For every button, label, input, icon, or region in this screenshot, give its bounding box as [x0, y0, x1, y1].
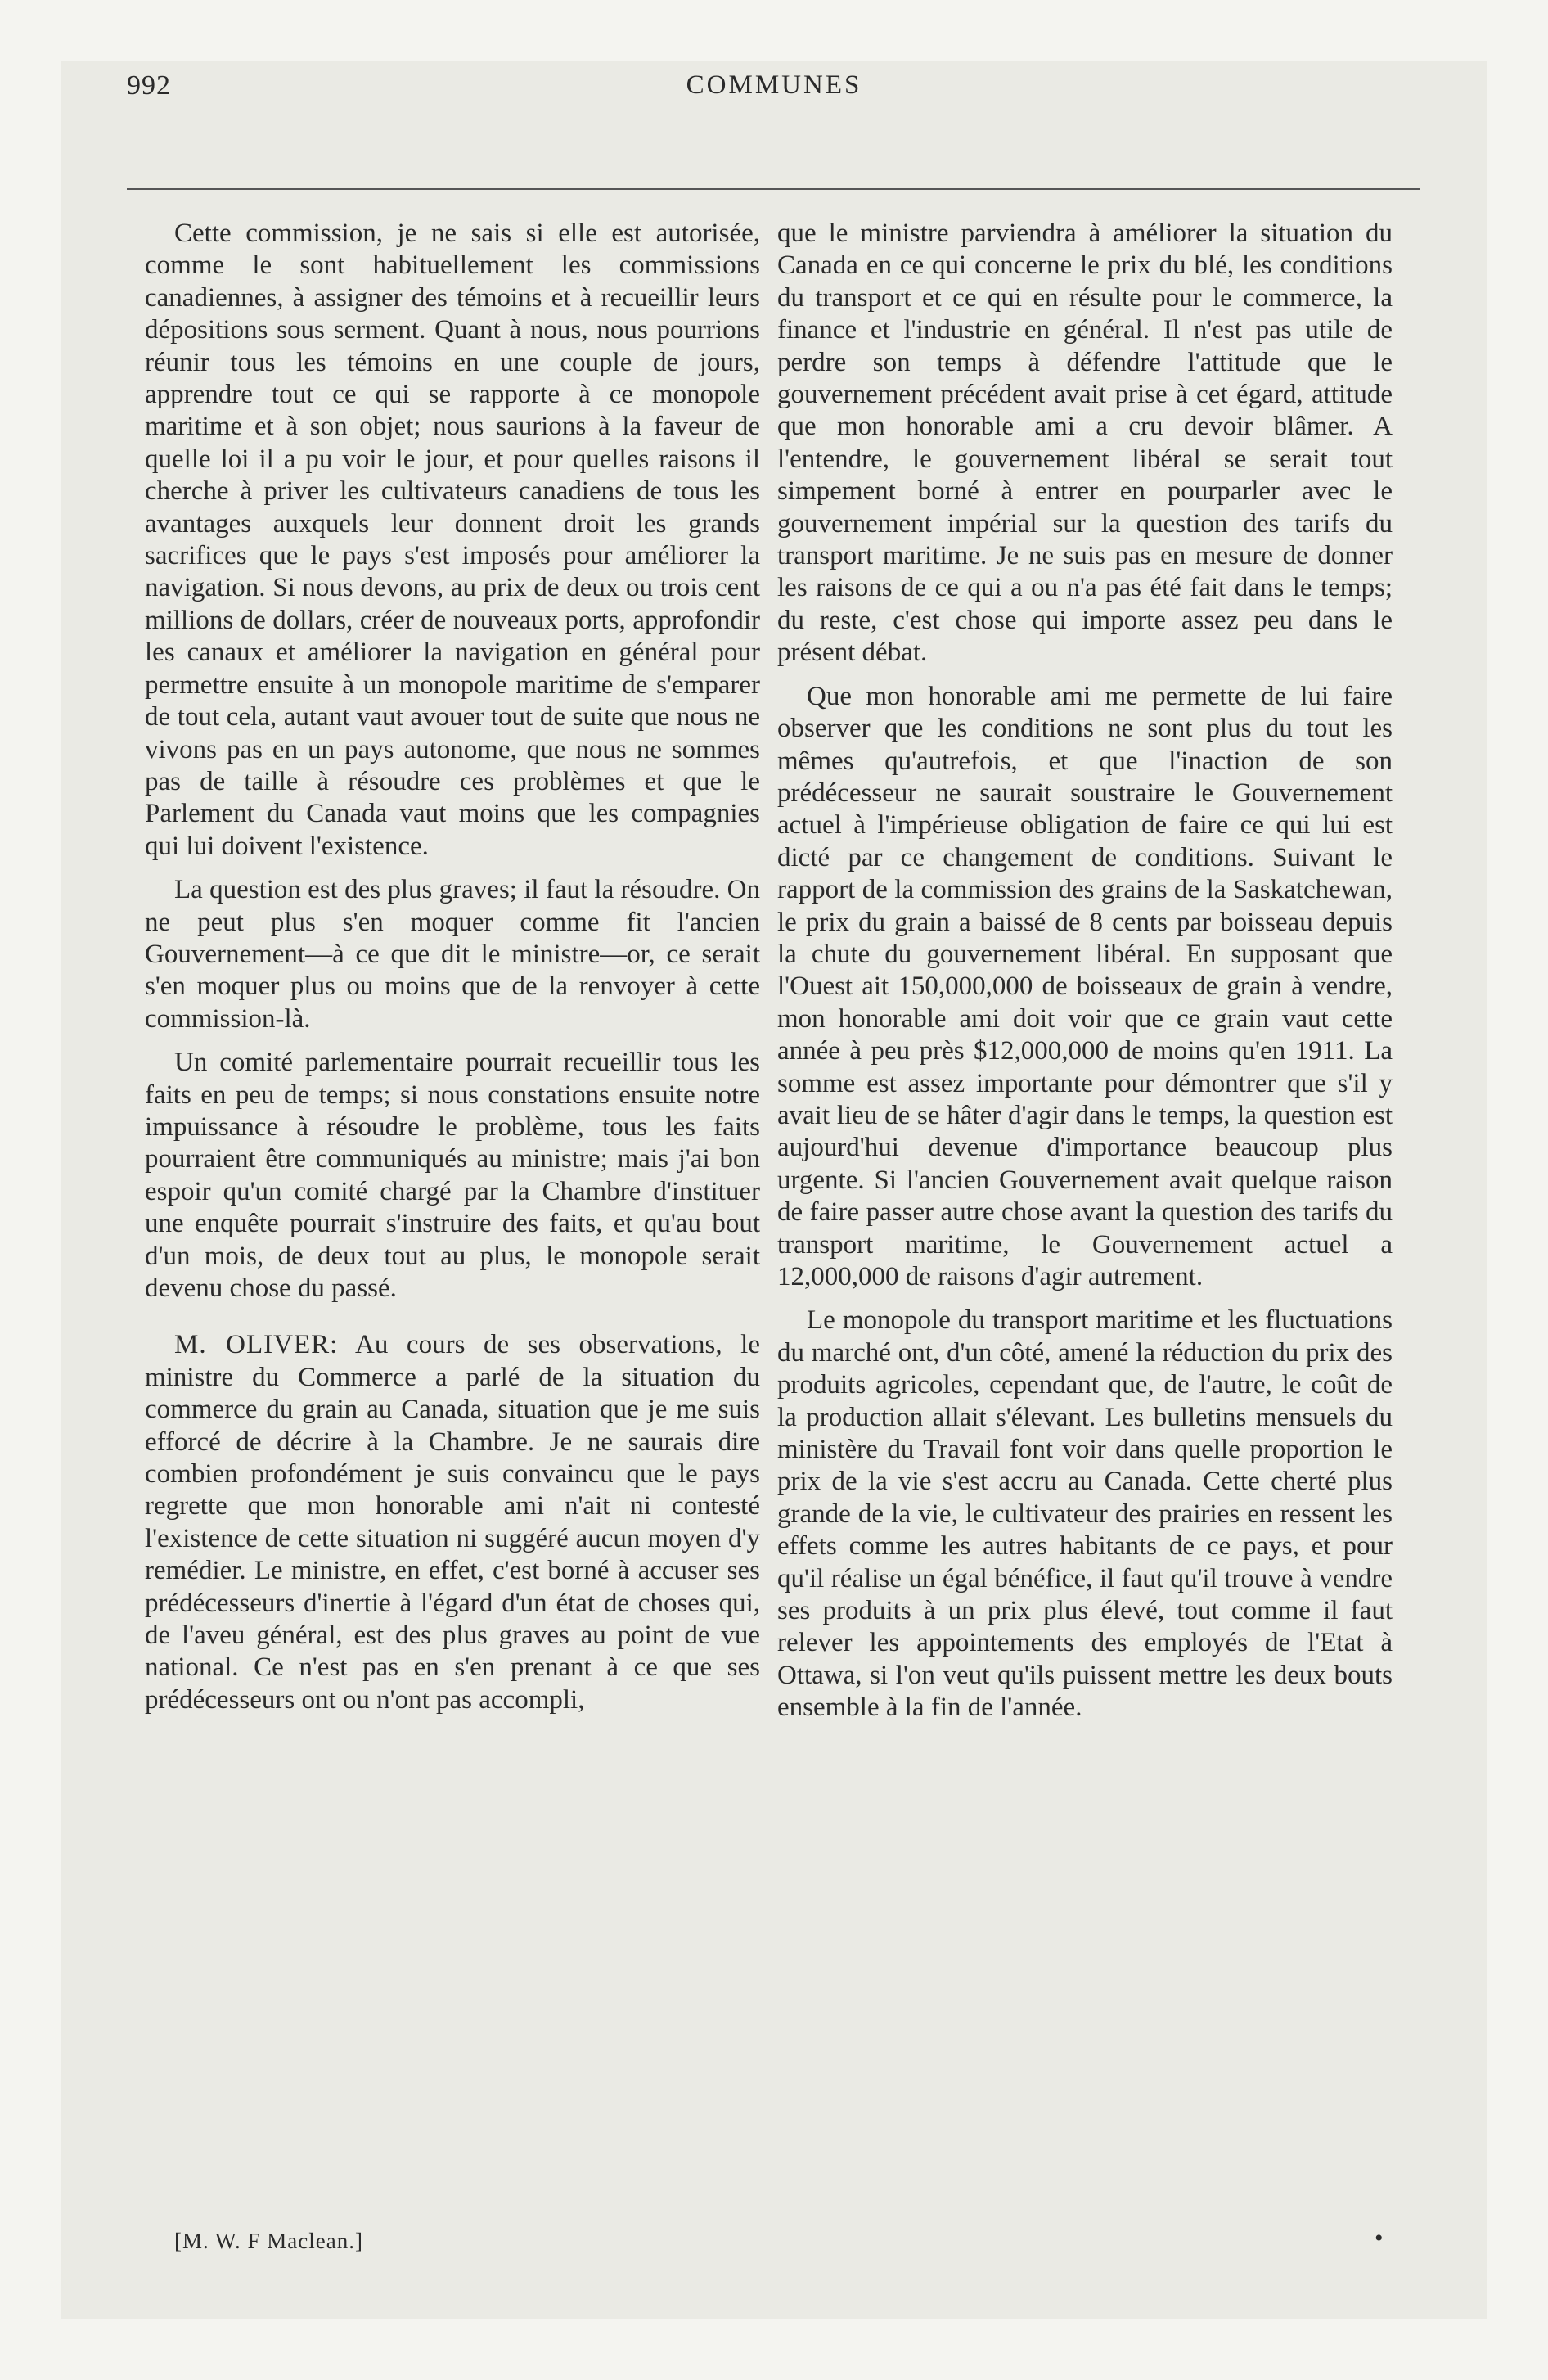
page-header — [127, 70, 1421, 119]
speech-paragraph — [145, 1329, 760, 1716]
page-number: 992 — [127, 70, 171, 101]
header-rule — [127, 188, 1420, 190]
left-column — [145, 218, 760, 1716]
speech-text: Au cours de ses observations, le ministre du Commerce a parlé de la situation du commerce du grain au Canada, situation que je me suis efforcé de décrire à la Chambre. Je ne saurais dire combien profondément je suis convaincu que le pays regrette que mon honorable ami n'ait ni contesté l'existence de cette situation ni suggéré aucun moyen d'y remédier. Le ministre, en effet, c'est borné à accuser ses prédécesseurs d'inertie à l'égard d'un état de choses qui, de l'aveu général, est des plus graves au point de vue national. Ce n'est pas en s'en prenant à ce que ses prédécesseurs ont ou n'ont pas accompli, — [145, 1330, 760, 1715]
paragraph: Que mon honorable ami me permette de lui faire observer que les conditions ne sont plus du tout les mêmes qu'autrefois, et que l'inaction de son prédécesseur ne saurait soustraire le Gouvernement actuel à l'impérieuse obligation de faire ce qui lui est dicté par ce changement de conditions. Suivant le rapport de la commission des grains de la Saskatchewan, le prix du grain a baissé de 8 cents par boisseau depuis la chute du gouvernement libéral. En supposant que l'Ouest ait 150,000,000 de boisseaux de grain à vendre, mon honorable ami doit voir que ce grain vaut cette année à peu près $12,000,000 de moins qu'en 1911. La somme est assez importante pour démontrer que s'il y avait lieu de se hâter d'agir dans le temps, la question est aujourd'hui devenue d'importance beaucoup plus urgente. Si l'ancien Gouvernement avait quelque raison de faire passer autre chose avant la question des tarifs du transport maritime, le Gouvernement actuel a 12,000,000 de raisons d'agir autrement. — [777, 681, 1393, 1291]
right-column — [777, 218, 1393, 1724]
speaker-reference: [M. W. F Maclean.] — [174, 2229, 363, 2253]
paragraph: La question est des plus graves; il faut la résoudre. On ne peut plus s'en moquer comme fit l'ancien Gouvernement—à ce que dit le ministre—or, ce serait s'en moquer plus ou moins que de la renvoyer à cette commission-là. — [145, 875, 760, 1034]
running-head: COMMUNES — [686, 70, 862, 100]
paragraph: Le monopole du transport maritime et les fluctuations du marché ont, d'un côté, amené la réduction du prix des produits agricoles, cependant que, de l'autre, le coût de la production allait s'élevant. Les bulletins mensuels du ministère du Travail font voir dans quelle proportion le prix de la vie s'est accru au Canada. Cette cherté plus grande de la vie, le cultivateur des prairies en ressent les effets comme les autres habitants de ce pays, et pour qu'il réalise un égal bénéfice, il faut qu'il trouve à vendre ses produits à un prix plus élevé, tout comme il faut relever les appointements des employés de l'Etat à Ottawa, si l'on veut qu'ils puissent mettre les deux bouts ensemble à la fin de l'année. — [777, 1305, 1393, 1723]
paragraph: que le ministre parviendra à améliorer la situation du Canada en ce qui concerne le prix du blé, les conditions du transport et ce qui en résulte pour le commerce, la finance et l'industrie en général. Il n'est pas utile de perdre son temps à défendre l'attitude que le gouvernement précédent avait prise à cet égard, attitude que mon honorable ami a cru devoir blâmer. A l'entendre, le gouvernement libéral se serait tout simpement borné à entrer en pourparler avec le gouvernement impérial sur la question des tarifs du transport maritime. Je ne suis pas en mesure de donner les raisons de ce qui a ou n'a pas été fait dans le temps; du reste, c'est chose qui importe assez peu dans le présent débat. — [777, 219, 1393, 668]
paragraph: Un comité parlementaire pourrait recueillir tous les faits en peu de temps; si nous constations ensuite notre impuissance à résoudre le problème, tous les faits pourraient être communiqués au ministre; mais j'ai bon espoir qu'un comité chargé par la Chambre d'instituer une enquête pourrait s'instruire des faits, et qu'au bout d'un mois, de deux tout au plus, le monopole serait devenu chose du passé. — [145, 1048, 760, 1303]
bullet-mark: • — [1375, 2224, 1384, 2252]
speaker-name: M. OLIVER: — [174, 1330, 339, 1360]
paragraph: Cette commission, je ne sais si elle est autorisée, comme le sont habituellement les commissions canadiennes, à assigner des témoins et à recueillir leurs dépositions sous serment. Quant à nous, nous pourrions réunir tous les témoins en une couple de jours, apprendre tout ce qui se rapporte à ce monopole maritime et à son objet; nous saurions à la faveur de quelle loi il a pu voir le jour, et pour quelles raisons il cherche à priver les cultivateurs canadiens de tous les avantages auxquels leur donnent droit les grands sacrifices que le pays s'est imposés pour améliorer la navigation. Si nous devons, au prix de deux ou trois cent millions de dollars, créer de nouveaux ports, approfondir les canaux et améliorer la navigation en général pour permettre ensuite à un monopole maritime de s'emparer de tout cela, autant vaut avouer tout de suite que nous ne vivons pas en un pays autonome, que nous ne sommes pas de taille à résoudre ces problèmes et que le Parlement du Canada vaut moins que les compagnies qui lui doivent l'existence. — [145, 219, 760, 861]
